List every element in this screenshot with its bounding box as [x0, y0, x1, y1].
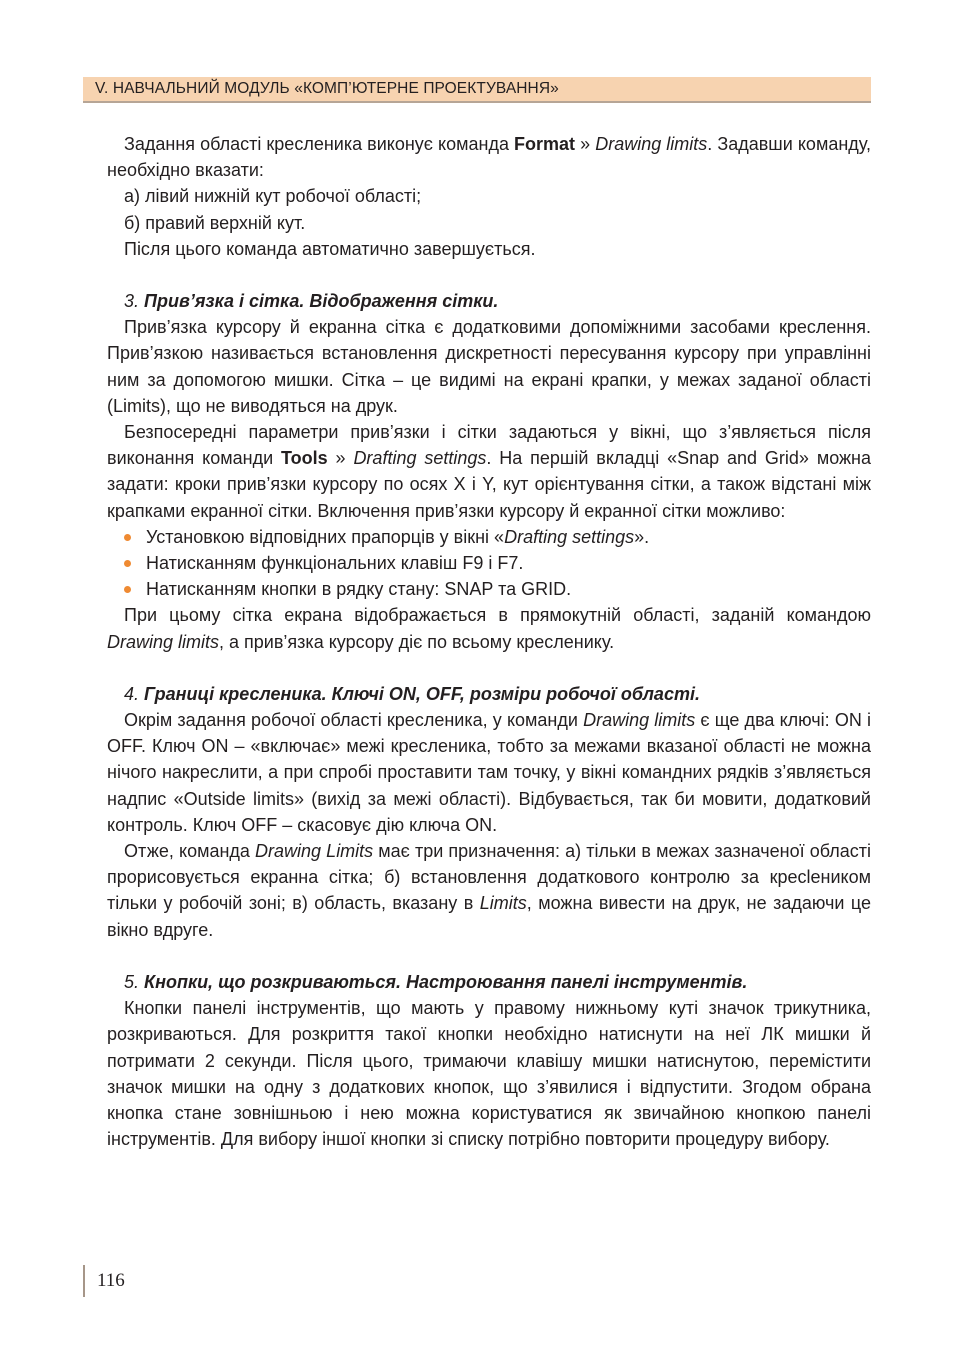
bullet-icon — [124, 586, 131, 593]
bullet-icon — [124, 534, 131, 541]
intro-paragraph: Задання області кресленика виконує команда Format » Drawing limits. Задавши команду, необхідно вказати: — [107, 134, 871, 181]
intro-after: Після цього команда автоматично завершується. — [124, 238, 536, 259]
section-3-paragraph-2: Безпосередні параметри прив’язки і сітки задаються у вікні, що з’являється після виконання команди Tools » Drafting settings. На першій вкладці «Snap and Grid» можна задати: кроки прив’язки курсору по осях X і Y, кут орієнтування сітки, а також відстані між крапками екранної сітки. Включення прив’язки курсору й екранної сітки можливо: — [107, 422, 871, 521]
section-3-paragraph-3: При цьому сітка екрана відображається в прямокутній області, заданій командою Drawing limits, а прив’язка курсору діє по всьому кресленику. — [107, 605, 871, 652]
section-4-paragraph-1: Окрім задання робочої області кресленика, у команди Drawing limits є ще два ключі: ON і OFF. Ключ ON – «включає» межі кресленика, тобто за межами вказаної області не можна нічого накреслити, а при спробі проставити там точку, у вікні командних рядків з’являється надпис «Outside limits» (вихід за межі області). Відбувається, так би мовити, додатковий контроль. Ключ OFF – скасовує дію ключа ON. — [107, 710, 871, 835]
page-body — [107, 131, 871, 1152]
page-number: 116 — [97, 1270, 125, 1291]
running-header — [83, 77, 871, 103]
list-item: Натисканням функціональних клавіш F9 і F7. — [107, 550, 871, 576]
section-4-paragraph-2: Отже, команда Drawing Limits має три призначення: а) тільки в межах зазначеної області прорисовується екранна сітка; б) встановлення додаткового контролю за кресleником тільки у робочій зоні; в) область, вказану в Limits, можна вивести на друк, не задаючи це вікно вдруге. — [107, 841, 871, 940]
list-item: Натисканням кнопки в рядку стану: SNAP та GRID. — [107, 576, 871, 602]
section-3-paragraph-1: Прив’язка курсору й екранна сітка є додатковими допоміжними засобами креслення. Прив’язкою називається встановлення дискретності пересування курсору при управлінні ним за допомогою мишки. Сітка – це видимі на екрані крапки, у межах заданої області (Limits), що не виводяться на друк. — [107, 317, 871, 416]
intro-item-a: а) лівий нижній кут робочої області; — [124, 186, 422, 207]
intro-item-b: б) правий верхній кут. — [124, 212, 306, 233]
section-3-heading: 3. Прив’язка і сітка. Відображення сітки. — [124, 291, 499, 312]
running-header-title: V. НАВЧАЛЬНИЙ МОДУЛЬ «КОМП’ЮТЕРНЕ ПРОЕКТУВАННЯ» — [95, 80, 559, 97]
section-4-heading: 4. Границі кресленика. Ключі ON, OFF, розміри робочої області. — [124, 683, 700, 704]
bullet-icon — [124, 560, 131, 567]
section-5-heading: 5. Кнопки, що розкриваються. Настроювання панелі інструментів. — [124, 971, 748, 992]
page-footer — [83, 1265, 125, 1297]
section-3-bullet-list — [107, 524, 871, 603]
list-item: Установкою відповідних прапорців у вікні «Drafting settings». — [107, 524, 871, 550]
section-5-paragraph-1: Кнопки панелі інструментів, що мають у правому нижньому куті значок трикутника, розкриваються. Для розкриття такої кнопки необхідно натиснути на неї ЛК мишки й потримати 2 секунди. Після цього, тримаючи клавішу мишки натиснутою, перемістити значок мишки на одну з додаткових кнопок, що з’явилися і відпустити. Згодом обрана кнопка стане зовнішньою і нею можна користуватися як звичайною кнопкою панелі інструментів. Для вибору іншої кнопки зі списку потрібно повторити процедуру вибору. — [107, 998, 871, 1150]
